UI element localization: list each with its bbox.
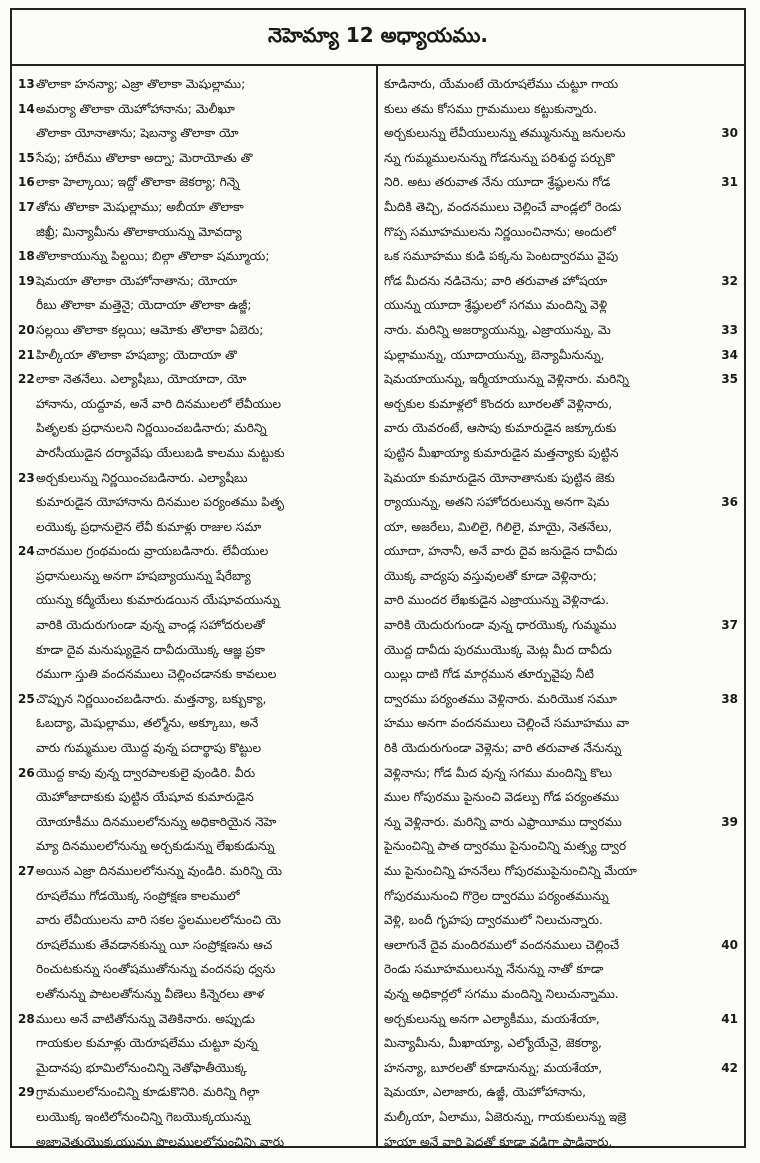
verse-text: వున్న అధికార్లలో సగము మందిన్ని నిలుచున్నాము. bbox=[384, 986, 619, 1001]
verse-text: యూదా, హనానీ, అనే వారు దైవ జనుడైన దావీదు bbox=[384, 544, 618, 559]
verse-number: 29 bbox=[18, 1085, 35, 1100]
verse-text: గాయకుల కుమాళ్లు యెరూషలేము చుట్టూ వున్న bbox=[36, 1036, 258, 1051]
verse-text: అజ్మావెతుయొక్కయున్ను పొలములలోనుంచిన్ని వారు bbox=[36, 1134, 285, 1148]
verse-line bbox=[18, 1105, 370, 1130]
verse-text: తొలాకా యోనాతాను; షెబన్యా తొలాకా యో bbox=[36, 126, 239, 141]
verse-text: వారి ముందర లేఖకుడైన ఎజ్రాయున్ను వెళ్లినాడు. bbox=[384, 593, 610, 608]
verse-number bbox=[718, 97, 738, 122]
verse-number bbox=[718, 638, 738, 663]
verse-text: లతోనున్ను పాటలతోనున్ను వీణెలు కిన్నెరలు తాళ bbox=[36, 986, 265, 1001]
verse-number bbox=[718, 293, 738, 318]
verse-number: 37 bbox=[721, 618, 738, 633]
verse-number bbox=[718, 982, 738, 1007]
verse-text: హనన్యా, బూరలతో కూడానున్ను; మయశేయా, bbox=[384, 1060, 603, 1075]
verse-text: ప్రధానులున్ను అనగా హషబ్యాయున్ను షేరేబ్యా bbox=[36, 568, 251, 583]
verse-number bbox=[18, 293, 36, 318]
verse-text: చారముల గ్రంథమందు వ్రాయబడినారు. లేవీయుల bbox=[36, 544, 269, 559]
verse-text: మల్కీయా, ఏలాము, ఏజెరున్ను, గాయకులున్ను ఇజ్రె bbox=[384, 1109, 627, 1124]
verse-text: లయొక్క ప్రధానులైన లేవీ కుమాళ్లు రాజుల సమా bbox=[36, 519, 262, 534]
verse-number: 30 bbox=[721, 126, 738, 141]
verse-line bbox=[18, 441, 370, 466]
verse-line bbox=[18, 859, 370, 884]
verse-number bbox=[18, 711, 36, 736]
verse-text: షెమయా తొలాకా యెహోనాతాను; యోయా bbox=[36, 273, 238, 288]
verse-text: కూడా దైవ మనుష్యుడైన దావీదుయొక్క ఆజ్ఞ ప్రకా bbox=[36, 642, 265, 657]
verse-text: రముగా స్తుతి వందనములు చెల్లించడానకు కావలుల bbox=[36, 667, 277, 682]
verse-text: మీదికి తెచ్చి, వందనములు చెల్లించే వాండ్లలో రెండు bbox=[384, 199, 622, 214]
verse-text: కూడినారు, యేమంటే యెరూషలేము చుట్టూ గాయ bbox=[384, 77, 619, 91]
verse-number: 13 bbox=[18, 77, 35, 91]
verse-line bbox=[384, 72, 738, 97]
verse-line bbox=[18, 515, 370, 540]
verse-number bbox=[18, 441, 36, 466]
verse-text: అమర్యా తొలాకా యెహోహానాను; మెలీఖూ bbox=[36, 101, 235, 116]
verse-line bbox=[18, 1007, 370, 1032]
verse-line bbox=[384, 810, 738, 835]
verse-line bbox=[384, 170, 738, 195]
verse-text: జిఖ్రీ; మిన్యామీను తొలాకాయున్ను మోవద్యా bbox=[36, 224, 242, 239]
verse-text: గోపురమునుంచి గొర్రెల ద్వారము పర్యంతమున్ను bbox=[384, 888, 609, 903]
verse-text: హిల్కీయా తొలాకా హషబ్యా; యెదాయా తొ bbox=[36, 347, 237, 362]
scripture-page bbox=[10, 8, 746, 1148]
verse-text: నారు. మరిన్ని అజర్యాయున్ను, ఎజ్రాయున్ను, మె bbox=[384, 322, 611, 337]
verse-number bbox=[718, 711, 738, 736]
verse-number bbox=[718, 466, 738, 491]
verse-line bbox=[384, 490, 738, 515]
verse-number: 22 bbox=[18, 372, 35, 387]
verse-number: 39 bbox=[721, 814, 738, 829]
verse-line bbox=[18, 1130, 370, 1148]
verse-number: 18 bbox=[18, 249, 35, 264]
verse-line bbox=[384, 466, 738, 491]
verse-text: కుమారుడైన యోహానాను దినముల పర్యంతము పితృ bbox=[36, 495, 285, 510]
verse-number bbox=[718, 416, 738, 441]
verse-line bbox=[18, 1080, 370, 1105]
verse-line bbox=[384, 539, 738, 564]
verse-number: 41 bbox=[721, 1011, 738, 1026]
verse-text: రెండు సమూహములున్ను నేనున్ను నాతో కూడా bbox=[384, 962, 604, 977]
verse-line bbox=[18, 834, 370, 859]
verse-number bbox=[18, 416, 36, 441]
verse-text: రూషలేముకు తేవడానకున్ను యీ సంప్రోక్షణను ఆచ bbox=[36, 937, 273, 952]
verse-number: 16 bbox=[18, 175, 35, 190]
verse-text: గ్రామములలోనుంచిన్ని కూడుకొనిరి. మరిన్ని గిల్గా bbox=[36, 1085, 260, 1100]
verse-line bbox=[18, 908, 370, 933]
verse-text: ములు అనే వాటితోనున్ను వెతికినారు. అప్పుడు bbox=[36, 1011, 255, 1026]
verse-line bbox=[18, 121, 370, 146]
verse-line bbox=[18, 1056, 370, 1081]
verse-text: తోను తొలాకా మెషుల్లాము; అబీయా తొలాకా bbox=[36, 199, 244, 214]
verse-line bbox=[384, 367, 738, 392]
verse-text: యున్ను కద్మీయేలు కుమారుడయిన యేషూవయున్ను bbox=[36, 593, 280, 608]
verse-number bbox=[718, 244, 738, 269]
verse-text: పారసీయుడైన దర్యావేషు యేలుబడి కాలము మట్టుకు bbox=[36, 445, 285, 460]
verse-text: అయిన ఎజ్రా దినములలోనున్ను వుండిరి. మరిన్ని యె bbox=[36, 864, 283, 878]
verse-number bbox=[18, 982, 36, 1007]
verse-number: 19 bbox=[18, 273, 35, 288]
verse-line bbox=[18, 195, 370, 220]
verse-text: ర్యాయున్ను, అతని సహోదరులున్ను అనగా షెమ bbox=[384, 495, 610, 510]
right-column bbox=[378, 66, 744, 1148]
verse-number bbox=[18, 933, 36, 958]
verse-line bbox=[18, 785, 370, 810]
verse-number: 21 bbox=[18, 347, 35, 362]
verse-number bbox=[18, 736, 36, 761]
verse-number: 38 bbox=[721, 691, 738, 706]
verse-number bbox=[718, 1130, 738, 1148]
verse-number: 25 bbox=[18, 691, 35, 706]
verse-line bbox=[18, 367, 370, 392]
verse-line bbox=[384, 785, 738, 810]
verse-text: నిరి. అటు తరువాత నేను యూదా శ్రేష్ఠులను గోడ bbox=[384, 175, 611, 190]
verse-text: యొద్ద దావీదు పురముయొక్క మెట్ల మీద దావీదు bbox=[384, 642, 612, 657]
verse-text: గోడ మీదను నడిచెను; వారి తరువాత హోషయా bbox=[384, 273, 608, 288]
chapter-header bbox=[12, 10, 744, 66]
verse-line bbox=[18, 711, 370, 736]
verse-line bbox=[384, 146, 738, 171]
verse-number: 23 bbox=[18, 470, 35, 485]
verse-text: వారికి యెదురుగుండా వున్న వాండ్ల సహోదరులతో bbox=[36, 618, 265, 633]
verse-line bbox=[18, 244, 370, 269]
verse-text: షుల్లామున్ను, యూదాయున్ను, బెన్యామీనున్ను, bbox=[384, 347, 605, 362]
verse-line bbox=[384, 736, 738, 761]
verse-number bbox=[18, 515, 36, 540]
verse-line bbox=[18, 343, 370, 368]
verse-line bbox=[384, 1080, 738, 1105]
verse-line bbox=[18, 539, 370, 564]
verse-text: ఓబద్యా, మెషుల్లాము, తల్మోను, అక్కూబు, అనే bbox=[36, 716, 259, 731]
verse-number bbox=[718, 515, 738, 540]
verse-text: అర్చకులున్ను నిర్ణయించబడినారు. ఎల్యాషీబు bbox=[36, 470, 248, 485]
verse-text: న్ను గుమ్మములనున్ను గోడనున్ను పరిశుద్ధ పర్చుకొ bbox=[384, 150, 615, 165]
verse-text: ద్వారము పర్యంతము వెళ్లినారు. మరియొక సమూ bbox=[384, 691, 617, 706]
verse-number: 34 bbox=[721, 347, 738, 362]
verse-text: చొప్పున నిర్ణయించబడినారు. మత్తన్యా, బక్బుక్యా, bbox=[36, 691, 267, 706]
verse-text: యున్ను యూదా శ్రేష్ఠులలో సగము మందిన్ని వెళ్లి bbox=[384, 298, 608, 313]
verse-line bbox=[384, 392, 738, 417]
verse-line bbox=[18, 933, 370, 958]
verse-line bbox=[384, 97, 738, 122]
verse-text: మ్యా దినములలోనున్ను అర్చకుడున్ను లేఖకుడున్ను bbox=[36, 839, 275, 854]
verse-text: లాకా నెతనేలు. ఎల్యాషీబు, యోయాదా, యో bbox=[36, 372, 247, 387]
verse-number bbox=[718, 146, 738, 171]
verse-number bbox=[718, 539, 738, 564]
verse-line bbox=[384, 1007, 738, 1032]
verse-line bbox=[384, 638, 738, 663]
verse-number: 40 bbox=[721, 937, 738, 952]
verse-text: మిన్యామీను, మీఖాయ్యా, ఎల్యోయేనై, జెకర్యా, bbox=[384, 1036, 602, 1051]
verse-line bbox=[384, 318, 738, 343]
verse-line bbox=[18, 761, 370, 786]
verse-line bbox=[18, 810, 370, 835]
verse-number bbox=[718, 564, 738, 589]
verse-text: ఆలాగునే దైవ మందిరములో వందనములు చెల్లించే bbox=[384, 937, 620, 952]
verse-number: 14 bbox=[18, 101, 35, 116]
verse-line bbox=[384, 1031, 738, 1056]
verse-text: హయా అనే వారి పెద్దతో కూడా వడిగా పాడినారు. bbox=[384, 1134, 613, 1148]
verse-number: 26 bbox=[18, 765, 35, 780]
verse-text: వారికి యెదురుగుండా వున్న ధారయొక్క గుమ్మము bbox=[384, 618, 617, 633]
verse-text: హానాను, యద్దూవ, అనే వారి దినములలో లేవీయుల bbox=[36, 396, 282, 411]
verse-text: సల్లయి తొలాకా కల్లయి; ఆమోకు తొలాకా ఏబెరు; bbox=[36, 322, 264, 337]
verse-line bbox=[18, 97, 370, 122]
verse-line bbox=[18, 982, 370, 1007]
verse-line bbox=[384, 859, 738, 884]
verse-number bbox=[718, 662, 738, 687]
verse-text: ము పైనుంచిన్ని హననేలు గోపురముపైనుంచిన్ని మేయా bbox=[384, 864, 637, 878]
verse-line bbox=[18, 392, 370, 417]
verse-line bbox=[384, 220, 738, 245]
text-columns bbox=[12, 66, 744, 1148]
verse-number: 15 bbox=[18, 150, 35, 165]
verse-line bbox=[384, 957, 738, 982]
verse-number bbox=[18, 220, 36, 245]
verse-number: 28 bbox=[18, 1011, 35, 1026]
verse-line bbox=[384, 884, 738, 909]
verse-line bbox=[18, 588, 370, 613]
verse-line bbox=[18, 269, 370, 294]
verse-number: 17 bbox=[18, 199, 35, 214]
verse-line bbox=[384, 343, 738, 368]
verse-number bbox=[718, 908, 738, 933]
verse-line bbox=[18, 1031, 370, 1056]
verse-text: యిల్లు దాటి గోడ మార్గమున తూర్పువైపు నీటి bbox=[384, 667, 594, 682]
verse-number bbox=[18, 1130, 36, 1148]
verse-text: న్ను వెళ్లినారు. మరిన్ని వారు ఎఫ్రాయీము ద్వారము bbox=[384, 814, 622, 829]
verse-number bbox=[18, 490, 36, 515]
verse-number bbox=[718, 785, 738, 810]
verse-text: కులు తమ కోసము గ్రామములు కట్టుకున్నారు. bbox=[384, 101, 598, 116]
verse-number bbox=[718, 72, 738, 97]
verse-number bbox=[18, 588, 36, 613]
verse-number: 20 bbox=[18, 322, 35, 337]
verse-number bbox=[718, 761, 738, 786]
verse-number: 32 bbox=[721, 273, 738, 288]
verse-line bbox=[384, 293, 738, 318]
verse-text: గొప్ప సమూహములను నిర్ణయించినాను; అందులో bbox=[384, 224, 616, 239]
verse-text: రికి యెదురుగుండా వెళ్లెను; వారి తరువాత నేనున్ను bbox=[384, 741, 622, 756]
verse-line bbox=[18, 564, 370, 589]
verse-text: వెళ్లి, బందీ గృహపు ద్వారములో నిలుచున్నారు. bbox=[384, 913, 603, 928]
verse-text: ఒక సమూహము కుడి పక్కను పెంటద్వారము వైపు bbox=[384, 249, 619, 264]
verse-line bbox=[384, 121, 738, 146]
verse-line bbox=[384, 441, 738, 466]
verse-line bbox=[384, 761, 738, 786]
verse-line bbox=[18, 884, 370, 909]
verse-text: పుట్టిన మీఖాయ్యా కుమారుడైన మత్తన్యాకు పుట్టిన bbox=[384, 445, 619, 460]
verse-line bbox=[384, 613, 738, 638]
verse-number: 42 bbox=[721, 1060, 738, 1075]
verse-number bbox=[18, 957, 36, 982]
verse-line bbox=[18, 687, 370, 712]
verse-line bbox=[384, 564, 738, 589]
verse-line bbox=[384, 908, 738, 933]
verse-text: తొలాకా హనన్యా; ఎజ్రా తొలాకా మెషుల్లాము; bbox=[36, 77, 246, 91]
verse-line bbox=[18, 736, 370, 761]
verse-number bbox=[718, 1031, 738, 1056]
verse-number bbox=[18, 638, 36, 663]
verse-number bbox=[718, 957, 738, 982]
verse-number bbox=[18, 392, 36, 417]
left-column bbox=[12, 66, 378, 1148]
verse-number bbox=[718, 392, 738, 417]
verse-number: 33 bbox=[721, 322, 738, 337]
verse-line bbox=[384, 515, 738, 540]
verse-text: వారు లేవీయులను వారి సకల స్థలములలోనుంచి యె bbox=[36, 913, 281, 928]
verse-text: షెమయాయున్ను, ఇర్మీయాయున్ను వెళ్లినారు. మరిన్ని bbox=[384, 372, 629, 387]
verse-line bbox=[18, 293, 370, 318]
verse-text: తొలాకాయున్ను పిల్టయి; బిల్గా తొలాకా షమ్మూయ; bbox=[36, 249, 270, 264]
verse-number bbox=[18, 1105, 36, 1130]
verse-number bbox=[718, 1105, 738, 1130]
verse-line bbox=[18, 490, 370, 515]
verse-text: అర్చకులున్ను లేవీయులున్ను తమ్మునున్ను జనులను bbox=[384, 126, 626, 141]
verse-line bbox=[384, 1105, 738, 1130]
verse-text: యెహోజాదాకుకు పుట్టిన యేషూవ కుమారుడైన bbox=[36, 790, 254, 805]
verse-number bbox=[18, 564, 36, 589]
verse-line bbox=[384, 1130, 738, 1148]
verse-line bbox=[384, 834, 738, 859]
verse-number bbox=[718, 859, 738, 884]
verse-number bbox=[18, 662, 36, 687]
verse-line bbox=[384, 711, 738, 736]
verse-number bbox=[718, 588, 738, 613]
verse-text: రూషలేము గోడయొక్క సంప్రోక్షణ కాలములో bbox=[36, 888, 240, 903]
verse-text: అర్చకులున్ను అనగా ఎల్యాకీము, మయశేయా, bbox=[384, 1011, 600, 1026]
verse-line bbox=[18, 466, 370, 491]
verse-line bbox=[384, 195, 738, 220]
verse-text: యోయాకీము దినములలోనున్ను అధికారియైన నెహె bbox=[36, 814, 277, 829]
verse-number bbox=[718, 441, 738, 466]
verse-line bbox=[18, 146, 370, 171]
verse-number bbox=[18, 810, 36, 835]
verse-number bbox=[718, 1080, 738, 1105]
verse-line bbox=[384, 662, 738, 687]
verse-number: 31 bbox=[721, 175, 738, 190]
verse-text: వారు గుమ్మముల యొద్ద వున్న పదార్థాపు కొట్టుల bbox=[36, 741, 262, 756]
verse-line bbox=[384, 244, 738, 269]
verse-text: సేపు; హారీము తొలాకా అద్నా; మెరాయోతు తొ bbox=[36, 150, 253, 165]
verse-number bbox=[18, 834, 36, 859]
verse-line bbox=[18, 170, 370, 195]
verse-line bbox=[18, 638, 370, 663]
verse-text: పితృలకు ప్రధానులని నిర్ణయించబడినారు; మరిన్ని bbox=[36, 421, 267, 436]
verse-text: హము అనగా వందనములు చెల్లించే సమూహము వా bbox=[384, 716, 630, 731]
verse-text: రించుటకున్ను సంతోషముతోనున్ను వందనపు ధ్వను bbox=[36, 962, 276, 977]
verse-line bbox=[384, 982, 738, 1007]
verse-number bbox=[18, 1056, 36, 1081]
verse-line bbox=[384, 416, 738, 441]
verse-number bbox=[18, 884, 36, 909]
verse-line bbox=[18, 416, 370, 441]
verse-line bbox=[384, 588, 738, 613]
verse-text: పైనుంచిన్ని పాత ద్వారము పైనుంచిన్ని మత్స్య ద్వార bbox=[384, 839, 627, 854]
verse-text: ముల గోపురము పైనుంచి వెడల్పు గోడ పర్యంతము bbox=[384, 790, 620, 805]
verse-line bbox=[384, 687, 738, 712]
verse-line bbox=[18, 957, 370, 982]
verse-line bbox=[384, 933, 738, 958]
verse-number bbox=[18, 1031, 36, 1056]
verse-text: లాకా హెల్కాయి; ఇద్దో తొలాకా జెకర్యా; గిన్నె bbox=[36, 175, 240, 190]
chapter-title: నెహెమ్యా 12 అధ్యాయము. bbox=[268, 22, 488, 47]
verse-number bbox=[18, 121, 36, 146]
verse-line bbox=[384, 1056, 738, 1081]
verse-number bbox=[718, 195, 738, 220]
verse-text: అర్చకుల కుమాళ్లలో కొందరు బూరలతో వెళ్లినారు, bbox=[384, 396, 613, 411]
verse-line bbox=[18, 220, 370, 245]
verse-text: రీబు తొలాకా మత్తెనై; యెదాయా తొలాకా ఉజ్జీ; bbox=[36, 298, 252, 313]
verse-number bbox=[18, 613, 36, 638]
verse-text: లుయొక్క ఇంటిలోనుంచిన్ని గెబయొక్కయున్ను bbox=[36, 1109, 251, 1124]
verse-number bbox=[718, 220, 738, 245]
verse-text: యొక్క వాద్యపు వస్తువులతో కూడా వెళ్లినారు; bbox=[384, 568, 597, 583]
verse-number bbox=[18, 908, 36, 933]
verse-line bbox=[384, 269, 738, 294]
verse-number bbox=[718, 884, 738, 909]
verse-text: యొద్ద కావు వున్న ద్వారపాలకులై వుండిరి. వీరు bbox=[36, 765, 256, 780]
verse-number: 36 bbox=[721, 495, 738, 510]
verse-line bbox=[18, 613, 370, 638]
verse-text: యా, అజరేలు, మిలిలై, గిలిలై, మాయై, నెతనేలు, bbox=[384, 519, 613, 534]
verse-text: మైదానపు భూమిలోనుంచిన్ని నెతోఫాతీయొక్క bbox=[36, 1060, 247, 1075]
verse-line bbox=[18, 318, 370, 343]
verse-text: షెమయా కుమారుడైన యోనాతానుకు పుట్టిన జెకు bbox=[384, 470, 615, 485]
verse-number bbox=[718, 834, 738, 859]
verse-line bbox=[18, 72, 370, 97]
verse-number: 24 bbox=[18, 544, 35, 559]
verse-text: షెమయా, ఎలాజారు, ఉజ్జీ, యెహోహానాను, bbox=[384, 1085, 586, 1100]
verse-line bbox=[18, 662, 370, 687]
verse-number: 35 bbox=[721, 372, 738, 387]
verse-number bbox=[718, 736, 738, 761]
verse-number: 27 bbox=[18, 864, 35, 878]
verse-text: వారు యెవరంటే, ఆసాపు కుమారుడైన జక్కూరుకు bbox=[384, 421, 617, 436]
verse-text: వెళ్లినాను; గోడ మీద వున్న సగము మందిన్ని కొలు bbox=[384, 765, 613, 780]
verse-number bbox=[18, 785, 36, 810]
